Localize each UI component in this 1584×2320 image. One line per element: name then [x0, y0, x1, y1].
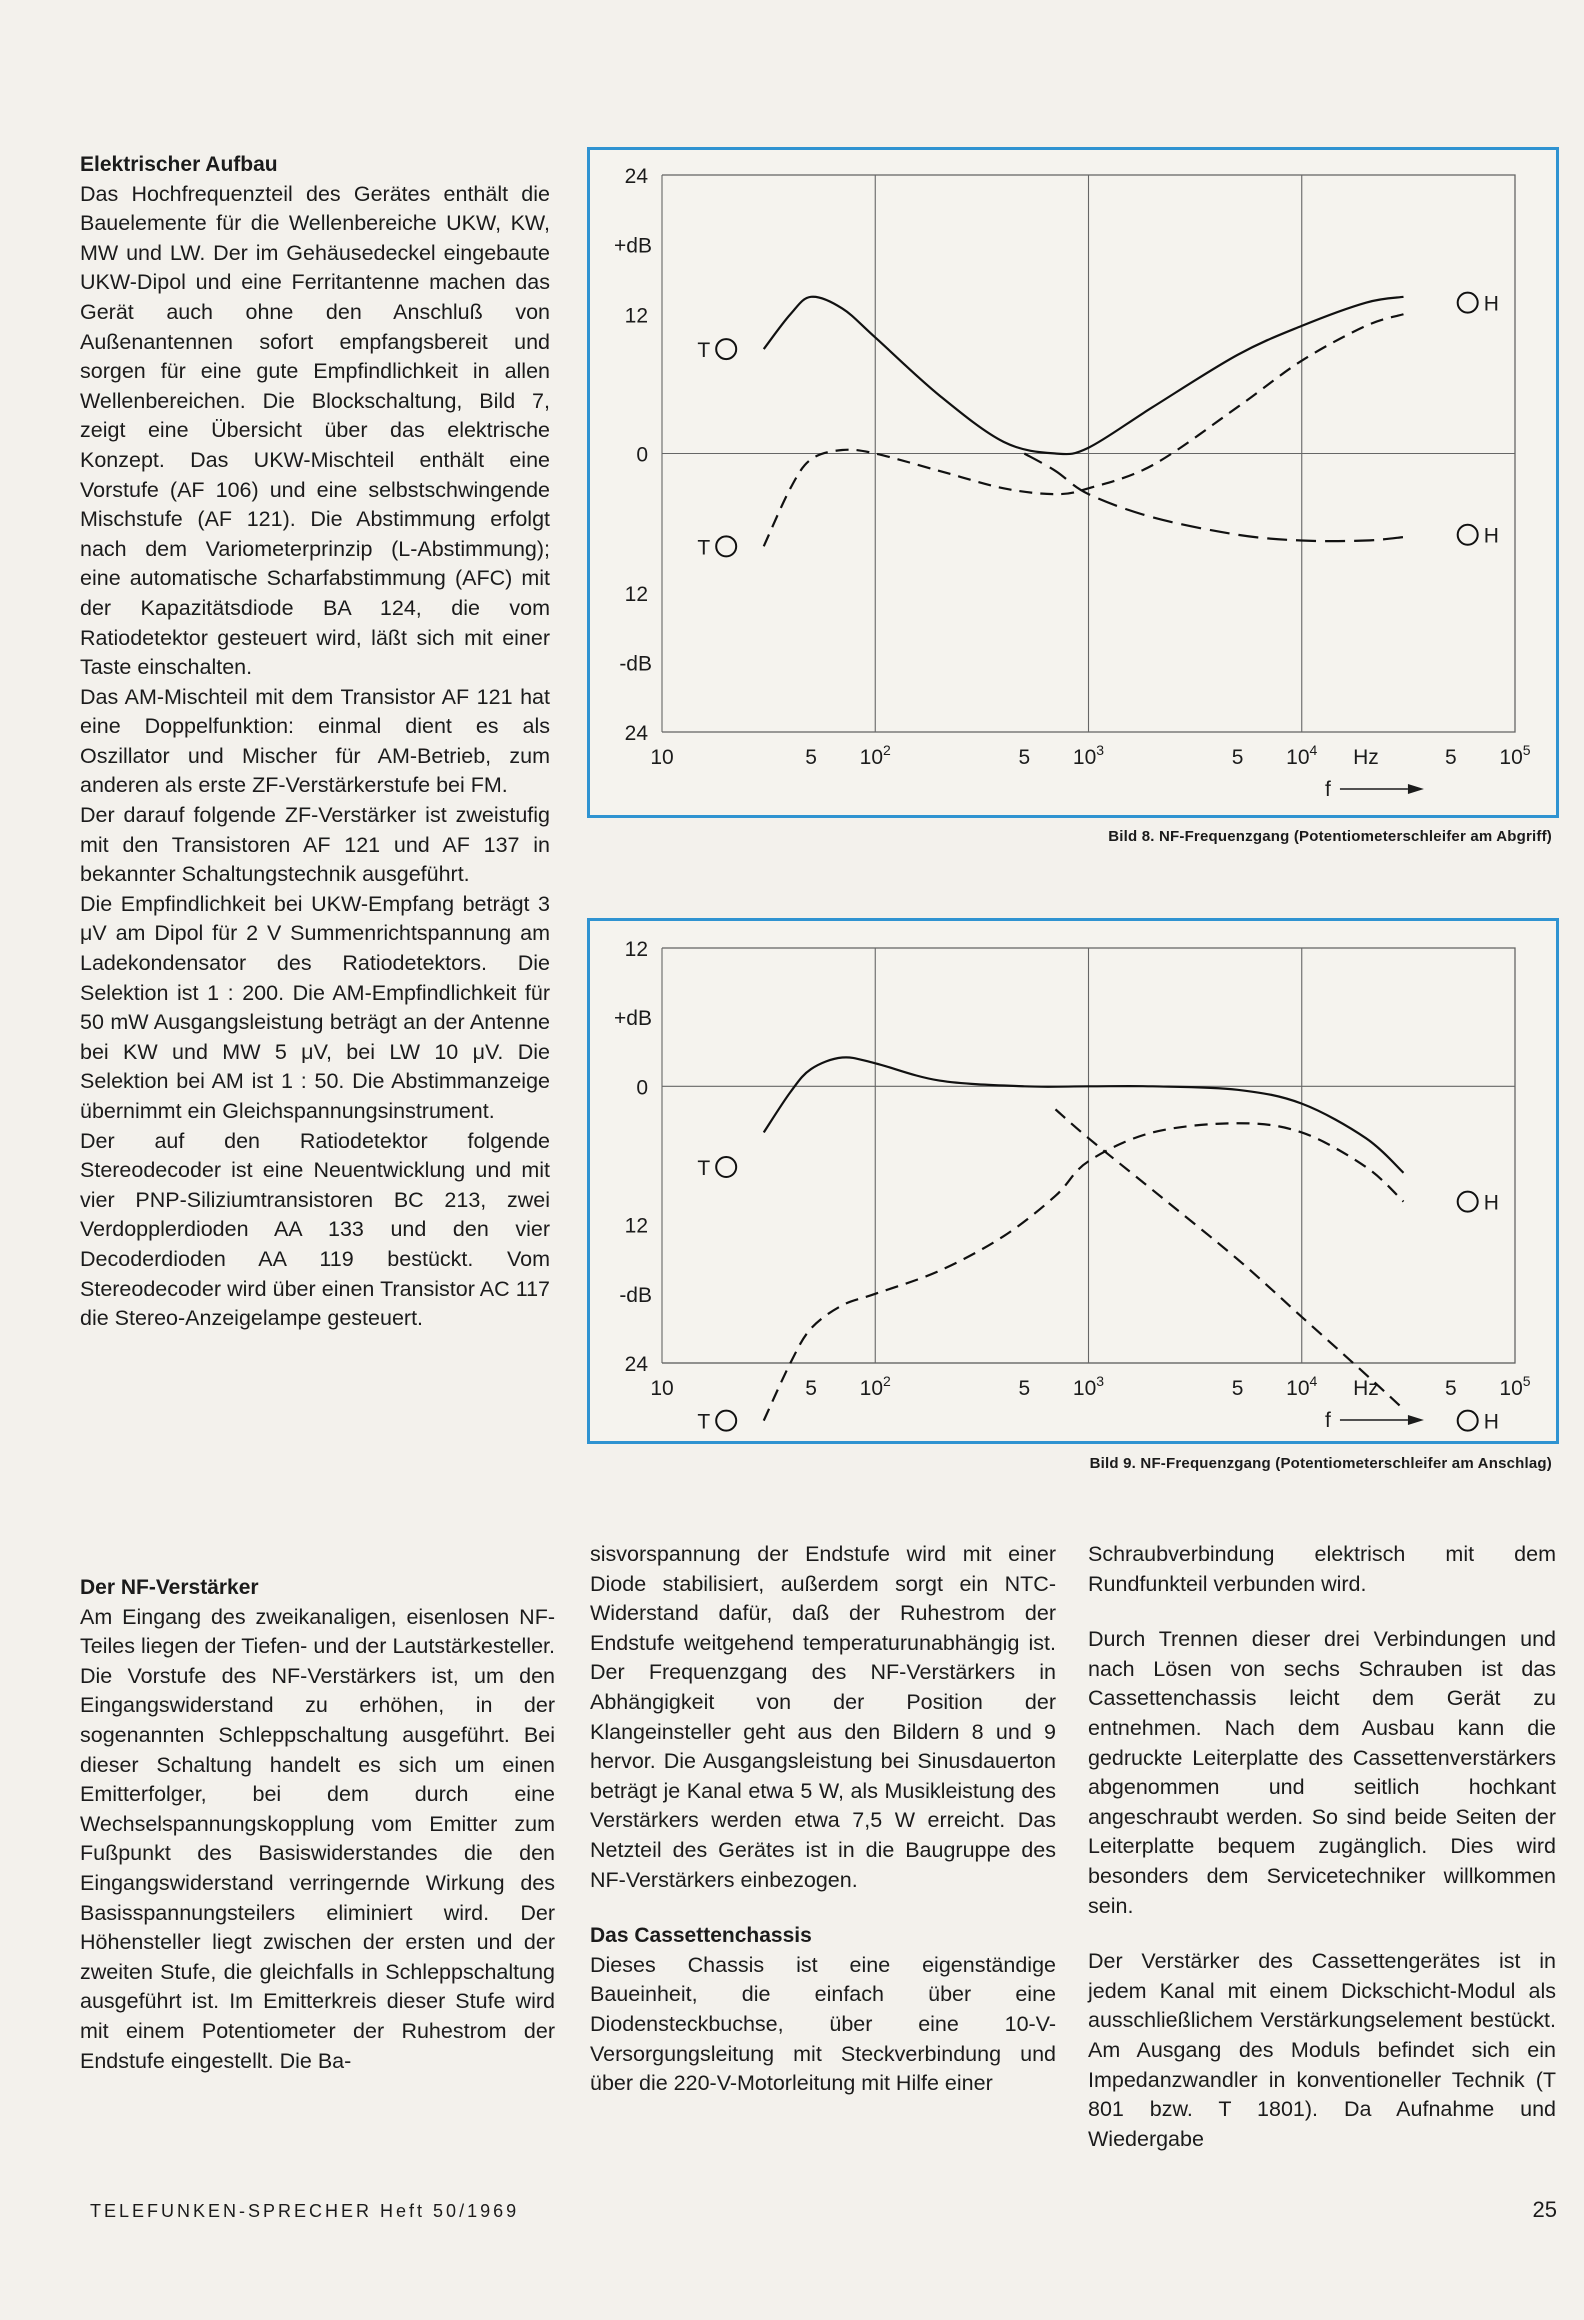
paragraph: Der darauf folgende ZF-Verstärker ist zweistufig mit den Transistoren AF 121 und AF 137 in bekannter Schaltungstechnik ausgeführt.: [80, 803, 550, 887]
x-tick-label: 5: [1018, 1377, 1031, 1400]
y-unit-label: +dB: [614, 1007, 652, 1031]
page-number: 25: [1532, 2197, 1557, 2222]
x-tick-label: $10^2$: [859, 742, 891, 769]
x-tick-label: $10^5$: [1499, 1373, 1531, 1400]
curve-marker-label: T: [697, 536, 711, 560]
axis-arrow-head: [1408, 784, 1424, 794]
footer-publication: TELEFUNKEN-SPRECHER Heft 50/1969: [90, 2201, 520, 2221]
x-tick-label: 5: [1444, 746, 1457, 769]
y-tick-label: 12: [624, 304, 648, 328]
x-unit-label: Hz: [1353, 1377, 1379, 1400]
paragraph: sisvorspannung der Endstufe wird mit einer Diode stabilisiert, außerdem sorgt ein NTC-Widerstand dafür, daß der Ruhestrom der Endstufe weitgehend temperaturunabhängig ist. Der Frequenzgang des NF-Verstärkers in Abhängigkeit von der Position der Klangeinsteller geht aus den Bildern 8 und 9 hervor. Die Ausgangsleistung bei Sinusdauerton beträgt je Kanal etwa 5 W, als Musikleistung des Verstärkers werden etwa 7,5 W erreicht. Das Netzteil des Gerätes ist in die Baugruppe des NF-Verstärkers einbezogen.: [590, 1542, 1056, 1892]
y-tick-label: 24: [624, 165, 648, 188]
x-tick-label: 10: [650, 1377, 674, 1400]
x-tick-label: $10^4$: [1286, 742, 1318, 769]
y-tick-label: 24: [624, 722, 648, 745]
x-axis-label: f: [1325, 778, 1331, 801]
series-line: [764, 297, 1404, 454]
chart-svg: [590, 921, 1556, 1441]
paragraph: Das AM-Mischteil mit dem Transistor AF 121 hat eine Doppelfunktion: einmal dient es als Oszillator und Mischer für AM-Betrieb, zum anderen als erste ZF-Verstärkerstufe bei FM.: [80, 684, 550, 798]
x-tick-label: 5: [805, 1377, 817, 1400]
chart-svg: [590, 150, 1556, 815]
curve-marker-label: T: [697, 339, 711, 363]
x-tick-label: 5: [1231, 1377, 1244, 1400]
section-heading-nf-verstaerker: Der NF-Verstärker: [80, 1576, 259, 1599]
x-unit-label: Hz: [1353, 746, 1379, 769]
x-tick-label: 5: [1444, 1377, 1457, 1400]
curve-marker-circle: [716, 536, 736, 556]
x-tick-label: $10^5$: [1499, 742, 1531, 769]
curve-marker-circle: [716, 1411, 736, 1431]
curve-marker-circle: [1458, 1411, 1478, 1431]
text-column-1: [80, 150, 550, 1334]
figure-caption-fig8: Bild 8. NF-Frequenzgang (Potentiometerschleifer am Abgriff): [1108, 828, 1552, 845]
curve-marker-label: H: [1483, 1410, 1499, 1434]
curve-marker-circle: [716, 339, 736, 359]
paragraph: Das Hochfrequenzteil des Gerätes enthält die Bauelemente für die Wellenbereiche UKW, KW, MW und LW. Der im Gehäusedeckel eingebaute UKW-Dipol und eine Ferritantenne machen das Gerät auch ohne den Anschluß von Außenantennen sofort empfangsbereit und sorgen für eine gute Empfindlichkeit in allen Wellenbereichen. Die Blockschaltung, Bild 7, zeigt eine Übersicht über das elektrische Konzept. Das UKW-Mischteil enthält eine Vorstufe (AF 106) und eine selbstschwingende Mischstufe (AF 121). Die Abstimmung erfolgt nach dem Variometerprinzip (L-Abstimmung); eine automatische Scharfabstimmung (AFC) mit der Kapazitätsdiode BA 124, die vom Ratiodetektor gesteuert wird, läßt sich mit einer Taste einschalten.: [80, 181, 550, 680]
x-tick-label: 10: [650, 746, 674, 769]
y-tick-label: 0: [636, 443, 648, 467]
x-tick-label: 5: [805, 746, 817, 769]
paragraph: Am Eingang des zweikanaligen, eisenlosen NF-Teiles liegen der Tiefen- und der Lautstärkesteller. Die Vorstufe des NF-Verstärkers ist, um den Eingangswiderstand zu erhöhen, in der sogenannten Schleppschaltung ausgeführt. Bei dieser Schaltung handelt es sich um einen Emitterfolger, bei dem durch eine Wechselspannungskopplung vom Emitter zum Fußpunkt des Basiswiderstandes die den Eingangswiderstand verringernde Wirkung des Basisspannungsteilers eliminiert wird. Der Höhensteller liegt zwischen der ersten und der zweiten Stufe, die gleichfalls in Schleppschaltung ausgeführt ist. Im Emitterkreis dieser Stufe wird mit einem Potentiometer der Ruhestrom der Endstufe eingestellt. Die Ba-: [80, 1604, 555, 2073]
curve-marker-circle: [1458, 525, 1478, 545]
x-tick-label: 5: [1231, 746, 1244, 769]
x-axis-label: f: [1325, 1409, 1331, 1432]
curve-marker-label: T: [697, 1157, 711, 1181]
x-tick-label: $10^4$: [1286, 1373, 1318, 1400]
text-column-4: [1088, 1540, 1556, 2154]
series-line: [764, 1057, 1404, 1172]
curve-marker-circle: [1458, 293, 1478, 313]
axis-arrow-head: [1408, 1415, 1424, 1425]
y-unit-label: -dB: [619, 1283, 652, 1307]
series-line: [764, 314, 1404, 546]
y-tick-label: 12: [624, 938, 648, 961]
curve-marker-label: T: [697, 1410, 711, 1434]
series-line: [1055, 1109, 1403, 1409]
paragraph: Schraubverbindung elektrisch mit dem Rundfunkteil verbunden wird.: [1088, 1542, 1556, 1596]
curve-marker-label: H: [1483, 1191, 1499, 1215]
y-unit-label: +dB: [614, 234, 652, 258]
section-heading-cassettenchassis: Das Cassettenchassis: [590, 1924, 812, 1948]
curve-marker-circle: [1458, 1192, 1478, 1212]
y-tick-label: 0: [636, 1076, 648, 1100]
y-tick-label: 12: [624, 1214, 648, 1238]
text-column-2: [80, 1573, 555, 2076]
paragraph: Dieses Chassis ist eine eigenständige Baueinheit, die einfach über eine Diodensteckbuchse, über eine 10-V-Versorgungsleitung mit Steckverbindung und über die 220-V-Motorleitung mit Hilfe einer: [590, 1952, 1056, 2096]
x-tick-label: $10^3$: [1072, 742, 1105, 769]
frequency-response-chart-fig9: [587, 918, 1559, 1444]
curve-marker-label: H: [1483, 524, 1499, 548]
paragraph: Der auf den Ratiodetektor folgende Stereodecoder ist eine Neuentwicklung und mit vier PNP-Siliziumtransistoren BC 213, zwei Verdopplerdioden AA 133 und den vier Decoderdioden AA 119 bestückt. Vom Stereodecoder wird über einen Transistor AC 117 die Stereo-Anzeigelampe gesteuert.: [80, 1128, 550, 1331]
x-tick-label: $10^2$: [859, 1373, 891, 1400]
paragraph: Durch Trennen dieser drei Verbindungen und nach Lösen von sechs Schrauben ist das Cassettenchassis leicht dem Gerät zu entnehmen. Nach dem Ausbau kann die gedruckte Leiterplatte des Cassettenverstärkers abgenommen und seitlich hochkant angeschraubt werden. So sind beide Seiten der Leiterplatte bequem zugänglich. Dies wird besonders dem Servicetechniker willkommen sein.: [1088, 1627, 1556, 1918]
y-tick-label: 24: [624, 1353, 648, 1376]
curve-marker-label: H: [1483, 292, 1499, 316]
series-line: [1024, 454, 1403, 542]
section-heading-elektrischer-aufbau: Elektrischer Aufbau: [80, 153, 278, 176]
curve-marker-circle: [716, 1157, 736, 1177]
y-tick-label: 12: [624, 582, 648, 606]
paragraph: Die Empfindlichkeit bei UKW-Empfang beträgt 3 μV am Dipol für 2 V Summenrichtspannung am Ladekondensator des Ratiodetektors. Die Selektion ist 1 : 200. Die AM-Empfindlichkeit für 50 mW Ausgangsleistung beträgt an der Antenne bei KW und MW 5 μV, bei LW 10 μV. Die Selektion bei AM ist 1 : 50. Die Abstimmanzeige übernimmt ein Gleichspannungsinstrument.: [80, 891, 550, 1123]
x-tick-label: $10^3$: [1072, 1373, 1105, 1400]
figure-caption-fig9: Bild 9. NF-Frequenzgang (Potentiometerschleifer am Anschlag): [1089, 1455, 1552, 1472]
x-tick-label: 5: [1018, 746, 1031, 769]
paragraph: Der Verstärker des Cassettengerätes ist in jedem Kanal mit einem Dickschicht-Modul als ausschließlichem Verstärkungselement bestückt. Am Ausgang des Moduls befindet sich ein Impedanzwandler in konventioneller Technik (T 801 bzw. T 1801). Da Aufnahme und Wiedergabe: [1088, 1949, 1556, 2151]
text-column-3: [590, 1540, 1056, 2099]
y-unit-label: -dB: [619, 652, 652, 676]
frequency-response-chart-fig8: [587, 147, 1559, 818]
